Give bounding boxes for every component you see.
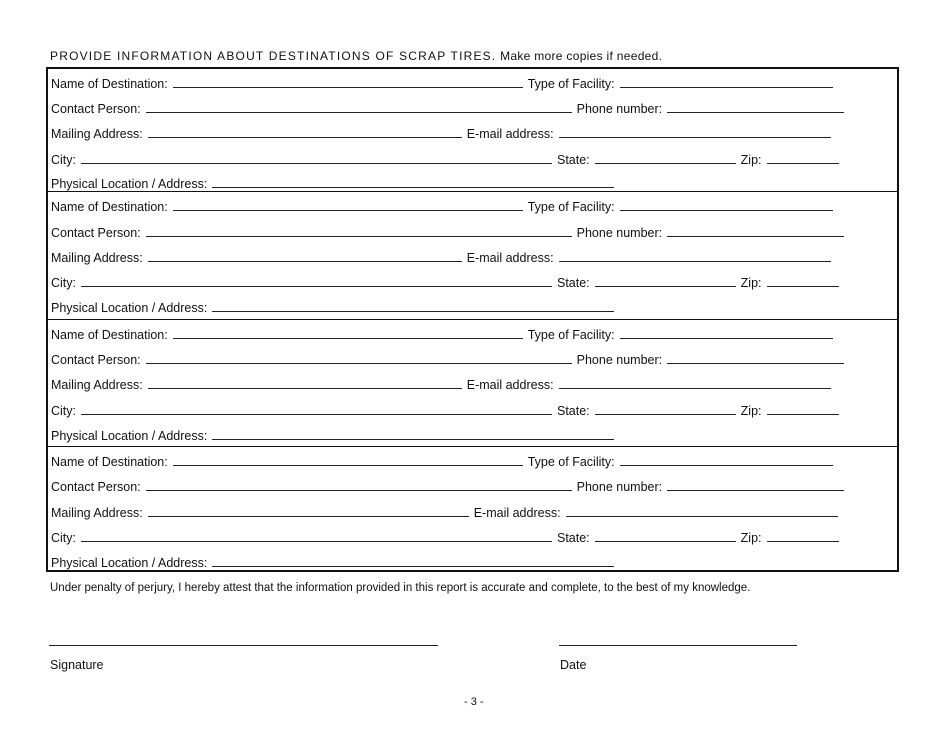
contact-person-label: Contact Person: xyxy=(51,480,141,494)
phone-number-field[interactable] xyxy=(667,363,844,364)
physical-location-label: Physical Location / Address: xyxy=(51,556,208,570)
zip-field[interactable] xyxy=(767,541,839,542)
contact-person-field[interactable] xyxy=(146,236,572,237)
city-field[interactable] xyxy=(81,541,552,542)
physical-location-label: Physical Location / Address: xyxy=(51,429,208,443)
type-of-facility-label: Type of Facility: xyxy=(527,328,615,342)
row-mailing-email xyxy=(51,123,897,141)
zip-label: Zip: xyxy=(740,531,762,545)
state-label: State: xyxy=(557,153,590,167)
state-label: State: xyxy=(557,404,590,418)
row-contact-phone xyxy=(51,98,897,116)
phone-number-label: Phone number: xyxy=(576,480,663,494)
row-physical-location xyxy=(51,173,897,191)
type-of-facility-label: Type of Facility: xyxy=(527,455,615,469)
row-name-facility xyxy=(51,324,897,342)
form-heading xyxy=(50,49,662,63)
mailing-address-label: Mailing Address: xyxy=(51,127,143,141)
type-of-facility-label: Type of Facility: xyxy=(527,77,615,91)
state-field[interactable] xyxy=(595,541,736,542)
phone-number-label: Phone number: xyxy=(576,102,663,116)
date-label: Date xyxy=(560,658,587,672)
contact-person-field[interactable] xyxy=(146,363,572,364)
contact-person-label: Contact Person: xyxy=(51,102,141,116)
state-field[interactable] xyxy=(595,163,736,164)
email-address-field[interactable] xyxy=(559,388,831,389)
row-city-state-zip xyxy=(51,149,897,167)
row-physical-location xyxy=(51,425,897,443)
type-of-facility-field[interactable] xyxy=(620,338,833,339)
row-name-facility xyxy=(51,451,897,469)
zip-label: Zip: xyxy=(740,404,762,418)
zip-field[interactable] xyxy=(767,414,839,415)
destinations-form xyxy=(46,67,899,572)
row-contact-phone xyxy=(51,349,897,367)
mailing-address-field[interactable] xyxy=(148,137,462,138)
destination-block-2 xyxy=(48,191,897,316)
zip-label: Zip: xyxy=(740,153,762,167)
physical-location-label: Physical Location / Address: xyxy=(51,301,208,315)
mailing-address-field[interactable] xyxy=(148,516,469,517)
email-address-field[interactable] xyxy=(566,516,838,517)
physical-location-field[interactable] xyxy=(212,566,614,567)
row-physical-location xyxy=(51,552,897,570)
email-address-label: E-mail address: xyxy=(473,506,561,520)
form-note: Make more copies if needed. xyxy=(500,49,663,63)
mailing-address-label: Mailing Address: xyxy=(51,506,143,520)
contact-person-field[interactable] xyxy=(146,490,572,491)
attestation-statement: Under penalty of perjury, I hereby attest that the information provided in this report is accurate and complete, to the best of my knowledge. xyxy=(50,582,751,594)
form-title: PROVIDE INFORMATION ABOUT DESTINATIONS OF SCRAP TIRES. xyxy=(50,49,497,63)
state-field[interactable] xyxy=(595,414,736,415)
name-of-destination-field[interactable] xyxy=(173,338,523,339)
physical-location-label: Physical Location / Address: xyxy=(51,177,208,191)
row-physical-location xyxy=(51,297,897,315)
destination-block-1 xyxy=(48,69,897,194)
email-address-field[interactable] xyxy=(559,261,831,262)
date-field[interactable] xyxy=(559,645,797,646)
name-of-destination-label: Name of Destination: xyxy=(51,200,168,214)
row-contact-phone xyxy=(51,222,897,240)
state-field[interactable] xyxy=(595,286,736,287)
name-of-destination-field[interactable] xyxy=(173,465,523,466)
row-city-state-zip xyxy=(51,527,897,545)
email-address-label: E-mail address: xyxy=(466,251,554,265)
city-field[interactable] xyxy=(81,414,552,415)
name-of-destination-field[interactable] xyxy=(173,87,523,88)
mailing-address-label: Mailing Address: xyxy=(51,251,143,265)
signature-field[interactable] xyxy=(49,645,438,646)
contact-person-field[interactable] xyxy=(146,112,572,113)
zip-field[interactable] xyxy=(767,286,839,287)
physical-location-field[interactable] xyxy=(212,311,614,312)
contact-person-label: Contact Person: xyxy=(51,226,141,240)
row-city-state-zip xyxy=(51,272,897,290)
city-label: City: xyxy=(51,276,76,290)
email-address-label: E-mail address: xyxy=(466,378,554,392)
state-label: State: xyxy=(557,276,590,290)
contact-person-label: Contact Person: xyxy=(51,353,141,367)
city-label: City: xyxy=(51,404,76,418)
email-address-label: E-mail address: xyxy=(466,127,554,141)
phone-number-label: Phone number: xyxy=(576,226,663,240)
city-field[interactable] xyxy=(81,163,552,164)
zip-label: Zip: xyxy=(740,276,762,290)
name-of-destination-label: Name of Destination: xyxy=(51,455,168,469)
type-of-facility-field[interactable] xyxy=(620,210,833,211)
name-of-destination-label: Name of Destination: xyxy=(51,328,168,342)
page-number: - 3 - xyxy=(464,696,484,708)
phone-number-field[interactable] xyxy=(667,490,844,491)
row-city-state-zip xyxy=(51,400,897,418)
city-field[interactable] xyxy=(81,286,552,287)
phone-number-field[interactable] xyxy=(667,112,844,113)
name-of-destination-label: Name of Destination: xyxy=(51,77,168,91)
physical-location-field[interactable] xyxy=(212,439,614,440)
city-label: City: xyxy=(51,153,76,167)
type-of-facility-field[interactable] xyxy=(620,465,833,466)
row-name-facility xyxy=(51,73,897,91)
email-address-field[interactable] xyxy=(559,137,831,138)
type-of-facility-field[interactable] xyxy=(620,87,833,88)
mailing-address-field[interactable] xyxy=(148,261,462,262)
signature-label: Signature xyxy=(50,658,104,672)
city-label: City: xyxy=(51,531,76,545)
zip-field[interactable] xyxy=(767,163,839,164)
mailing-address-field[interactable] xyxy=(148,388,462,389)
type-of-facility-label: Type of Facility: xyxy=(527,200,615,214)
row-mailing-email xyxy=(51,247,897,265)
name-of-destination-field[interactable] xyxy=(173,210,523,211)
row-contact-phone xyxy=(51,476,897,494)
destination-block-4 xyxy=(48,446,897,571)
phone-number-label: Phone number: xyxy=(576,353,663,367)
mailing-address-label: Mailing Address: xyxy=(51,378,143,392)
row-mailing-email xyxy=(51,502,897,520)
phone-number-field[interactable] xyxy=(667,236,844,237)
row-name-facility xyxy=(51,196,897,214)
physical-location-field[interactable] xyxy=(212,187,614,188)
state-label: State: xyxy=(557,531,590,545)
destination-block-3 xyxy=(48,319,897,444)
row-mailing-email xyxy=(51,374,897,392)
